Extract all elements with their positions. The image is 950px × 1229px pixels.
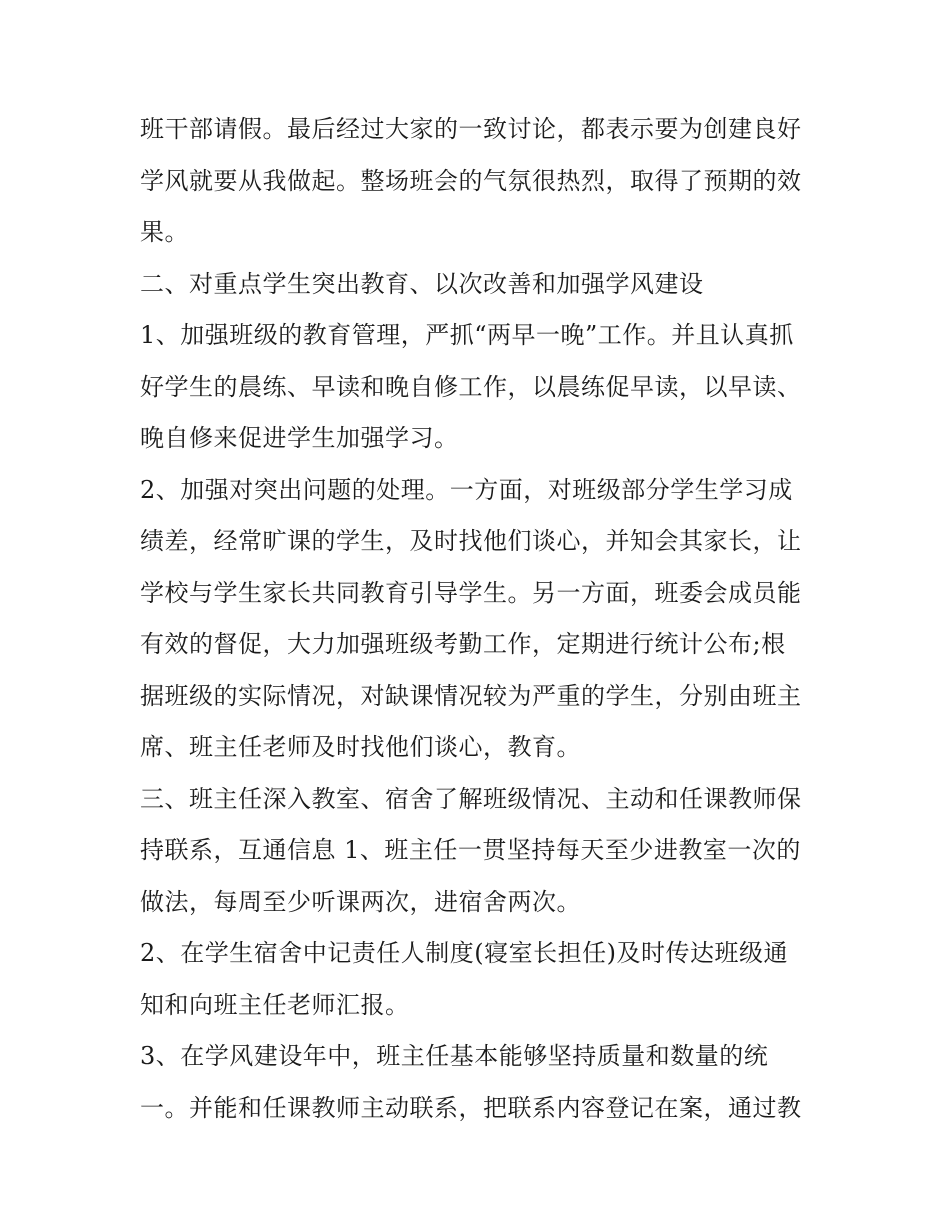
text-line: 做法，每周至少听课两次，进宿舍两次。 (140, 887, 581, 916)
text-line: 席、班主任老师及时找他们谈心，教育。 (140, 733, 581, 761)
section-heading (140, 259, 820, 311)
text-line: 好学生的晨练、早读和晚自修工作，以晨练促早读，以早读、 (140, 372, 802, 401)
document-body (140, 104, 820, 1134)
paragraph (140, 465, 820, 774)
text-line: 持联系，互通信息 1、班主任一贯坚持每天至少进教室一次的 (140, 836, 801, 864)
text-line: 二、对重点学生突出教育、以次改善和加强学风建设 (140, 269, 704, 298)
text-line: 三、班主任深入教室、宿舍了解班级情况、主动和任课教师保 (140, 784, 802, 813)
paragraph (140, 928, 820, 1031)
text-line: 果。 (140, 218, 189, 246)
text-line: 有效的督促，大力加强班级考勤工作，定期进行统计公布;根 (140, 630, 786, 658)
text-line: 据班级的实际情况，对缺课情况较为严重的学生，分别由班主 (140, 681, 802, 710)
text-line: 知和向班主任老师汇报。 (140, 990, 410, 1019)
text-line: 2、加强对突出问题的处理。一方面，对班级部分学生学习成 (140, 475, 793, 504)
text-line: 一。并能和任课教师主动联系，把联系内容登记在案，通过教 (140, 1093, 802, 1122)
paragraph (140, 1031, 820, 1134)
text-line: 学校与学生家长共同教育引导学生。另一方面，班委会成员能 (140, 578, 802, 607)
text-line: 3、在学风建设年中，班主任基本能够坚持质量和数量的统 (140, 1042, 769, 1070)
text-line: 学风就要从我做起。整场班会的气氛很热烈，取得了预期的效 (140, 166, 802, 195)
text-line: 绩差，经常旷课的学生，及时找他们谈心，并知会其家长，让 (140, 527, 802, 555)
paragraph (140, 310, 820, 465)
text-line: 2、在学生宿舍中记责任人制度(寝室长担任)及时传达班级通 (140, 939, 788, 967)
text-line: 晚自修来促进学生加强学习。 (140, 424, 459, 452)
section-heading (140, 774, 820, 929)
text-line: 班干部请假。最后经过大家的一致讨论，都表示要为创建良好 (140, 115, 802, 143)
text-line: 1、加强班级的教育管理，严抓“两早一晚”工作。并且认真抓 (140, 321, 794, 349)
paragraph (140, 104, 820, 259)
